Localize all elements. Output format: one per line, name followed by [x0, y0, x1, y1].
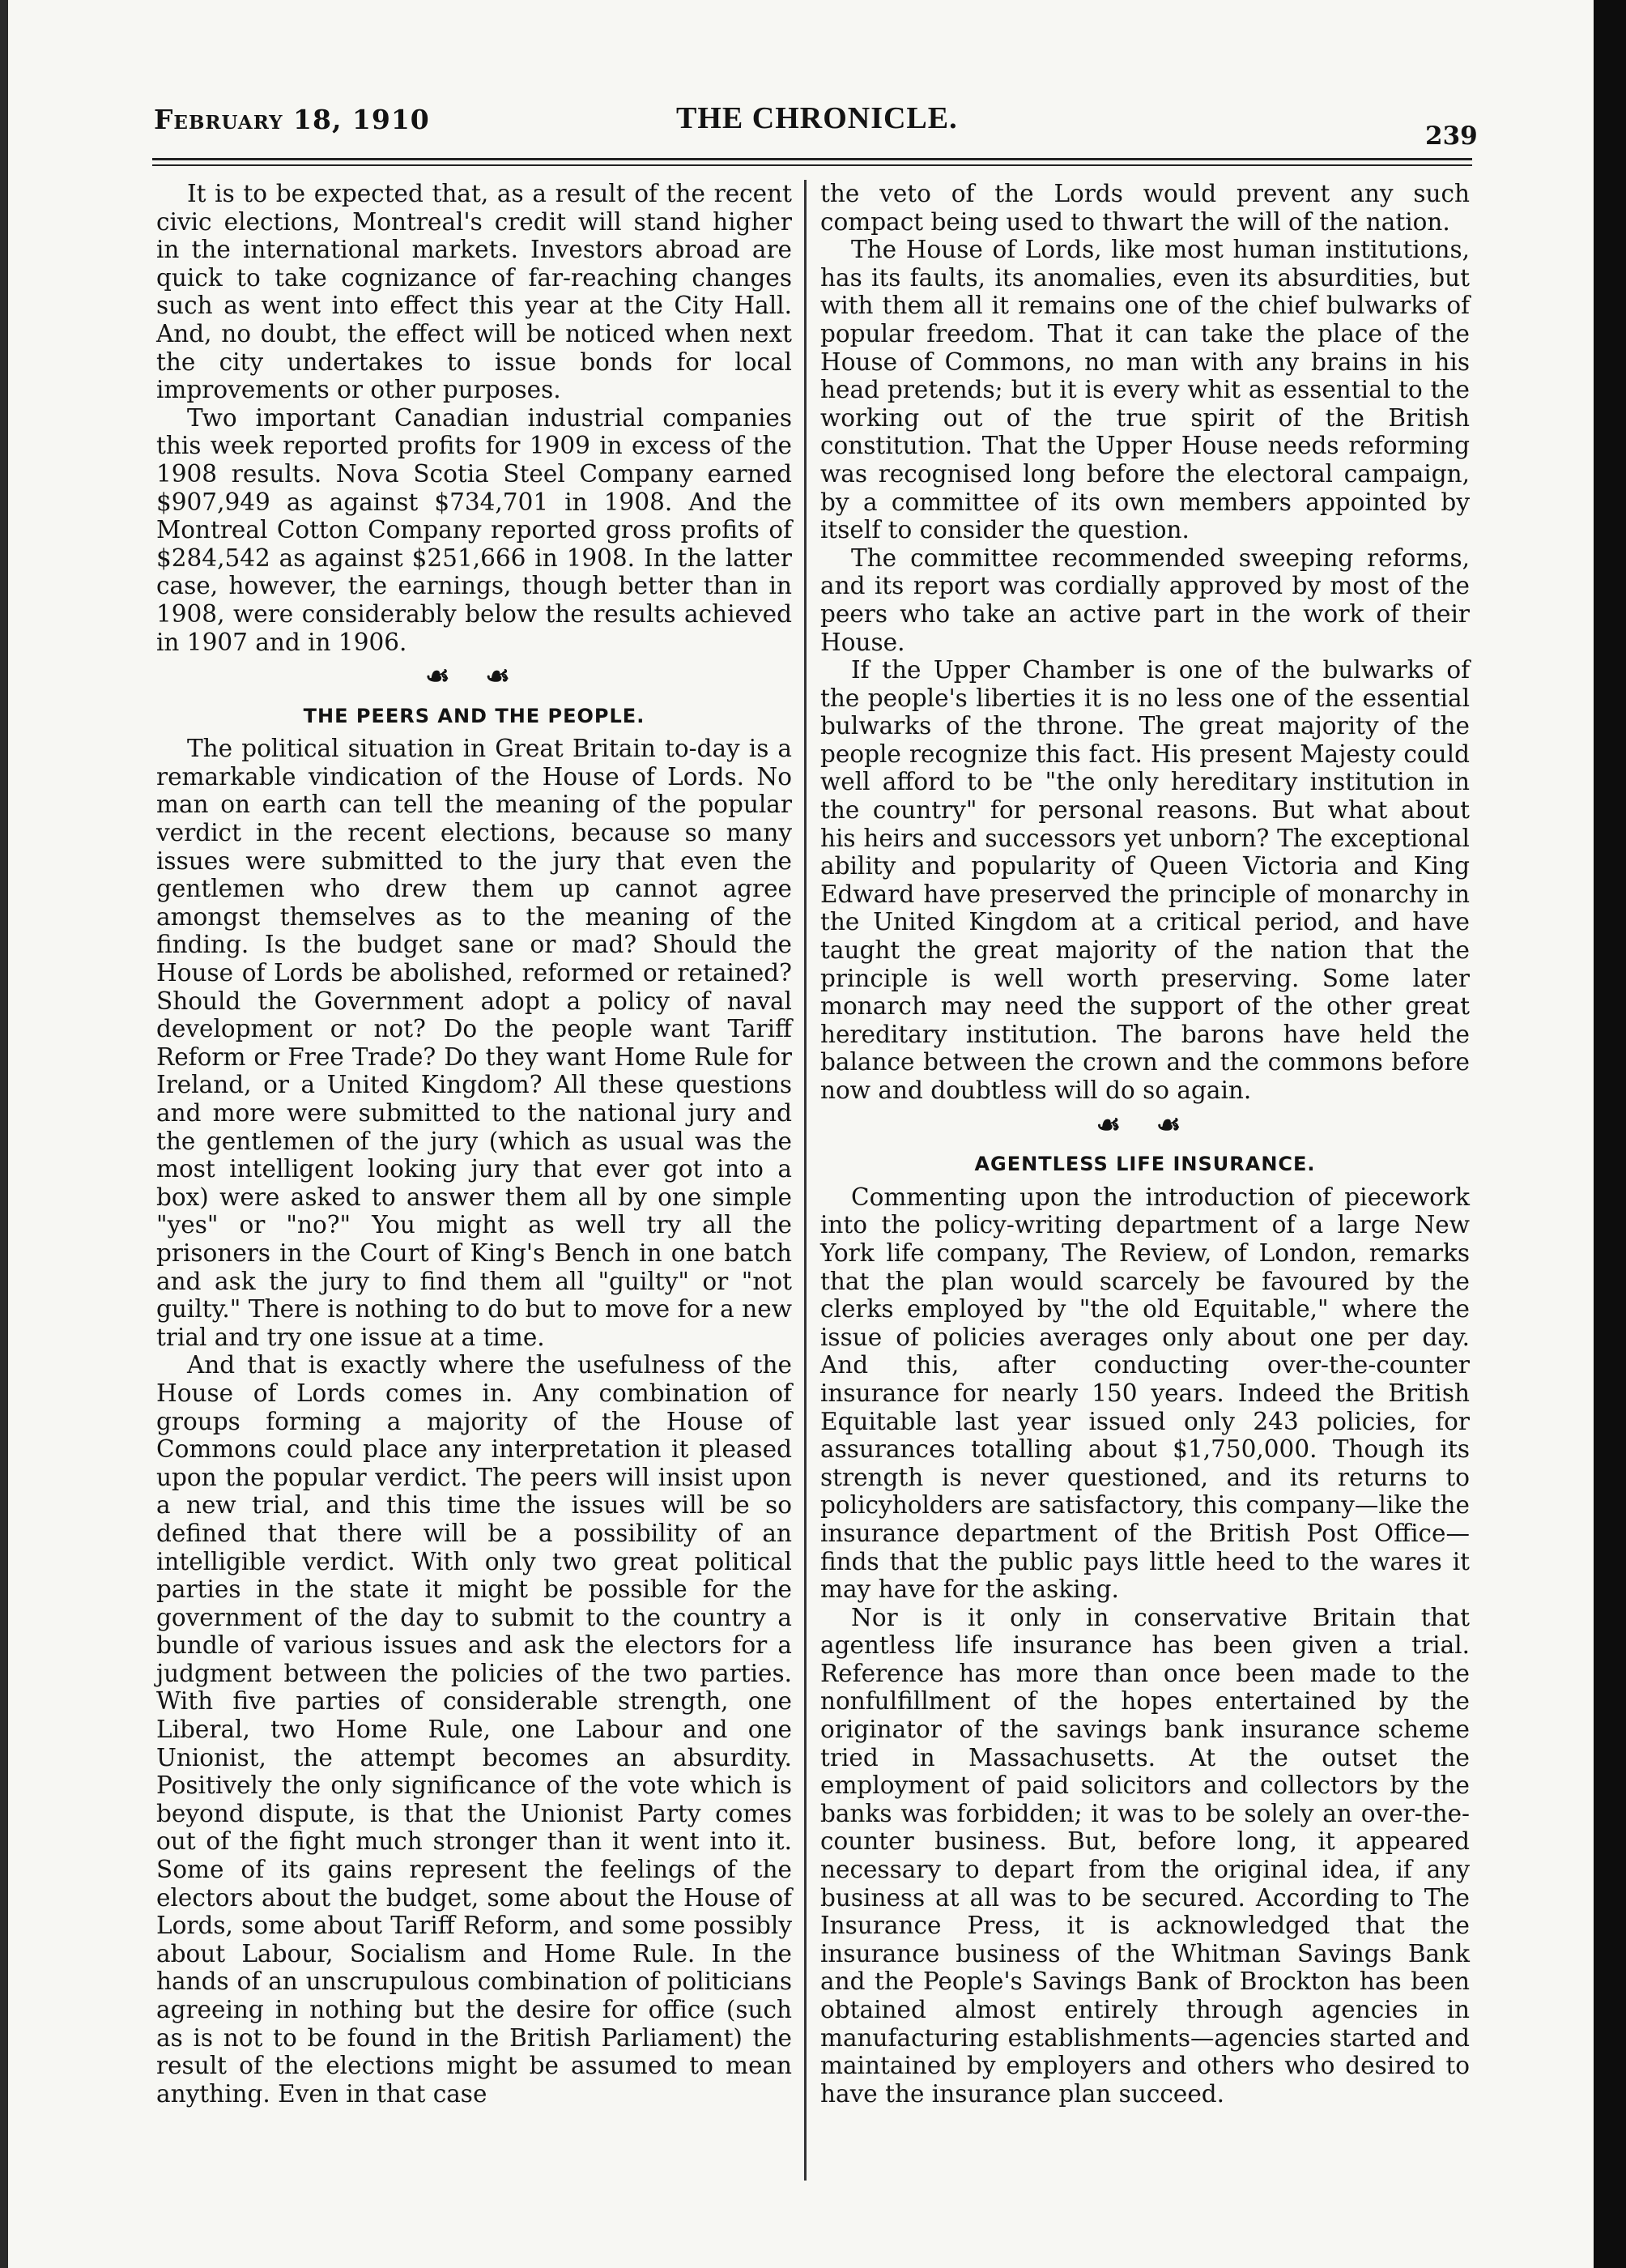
section-ornament: ☙ ☙	[1096, 1108, 1194, 1141]
paragraph: The political situation in Great Britain to-day is a remarkable vindication of the House of Lords. No man on earth can tell the meaning of the popular verdict in the recent elections, because so many issues were submitted to the jury that even the gentlemen who drew them up cannot agree amongst themselves as to the meaning of the finding. Is the budget sane or mad? Should the House of Lords be abolished, reformed or retained? Should the Government adopt a policy of naval development or not? Do the people want Tariff Reform or Free Trade? Do they want Home Rule for Ireland, or a United Kingdom? All these questions and more were submitted to the national jury and the gentlemen of the jury (which as usual was the most intelligent looking jury that ever got into a box) were asked to answer them all by one simple "yes" or "no?" You might as well try all the prisoners in the Court of King's Bench in one batch and ask the jury to find them all "guilty" or "not guilty." There is nothing to do but to move for a new trial and try one issue at a time.	[156, 735, 792, 1351]
right-column	[820, 180, 1470, 2108]
left-column	[156, 180, 792, 2108]
paragraph: Two important Canadian industrial companies this week reported profits for 1909 in excess of the 1908 results. Nova Scotia Steel Company earned $907,949 as against $734,701 in 1908. And the Montreal Cotton Company reported gross profits of $284,542 as against $251,666 in 1908. In the latter case, however, the earnings, though better than in 1908, were considerably below the results achieved in 1907 and in 1906.	[156, 403, 792, 656]
paragraph: And that is exactly where the usefulness of the House of Lords comes in. Any combination of groups forming a majority of the House of Commons could place any interpretation it pleased upon the popular verdict. The peers will insist upon a new trial, and this time the issues will be so defined that there will be a possibility of an intelligible verdict. With only two great political parties in the state it might be possible for the government of the day to submit to the country a bundle of various issues and ask the electors for a judgment between the policies of the two parties. With five parties of considerable strength, one Liberal, two Home Rule, one Labour and one Unionist, the attempt becomes an absurdity. Positively the only significance of the vote which is beyond dispute, is that the Unionist Party comes out of the fight much stronger than it went into it. Some of its gains represent the feelings of the electors about the budget, some about the House of Lords, some about Tariff Reform, and some possibly about Labour, Socialism and Home Rule. In the hands of an unscrupulous combination of politicians agreeing in nothing but the desire for office (such as is not to be found in the British Parliament) the result of the elections might be assumed to mean anything. Even in that case	[156, 1351, 792, 2108]
paragraph: Commenting upon the introduction of piecework into the policy-writing department of a large New York life company, The Review, of London, remarks that the plan would scarcely be favoured by the clerks employed by "the old Equitable," where the issue of policies averages only about one per day. And this, after conducting over-the-counter insurance for nearly 150 years. Indeed the British Equitable last year issued only 243 policies, for assurances totalling about $1,750,000. Though its strength is never questioned, and its returns to policyholders are satisfactory, this company—like the insurance department of the British Post Office—finds that the public pays little heed to the wares it may have for the asking.	[820, 1183, 1470, 1604]
paragraph: Nor is it only in conservative Britain that agentless life insurance has been given a trial. Reference has more than once been made to the nonfulfillment of the hopes entertained by the originator of the savings bank insurance scheme tried in Massachusetts. At the outset the employment of paid solicitors and collectors by the banks was forbidden; it was to be solely an over-the-counter business. But, before long, it appeared necessary to depart from the original idea, if any business at all was to be secured. According to The Insurance Press, it is acknowledged that the insurance business of the Whitman Savings Bank and the People's Savings Bank of Brockton has been obtained almost entirely through agencies in manufacturing establishments—agencies started and maintained by employers and others who desired to have the insurance plan succeed.	[820, 1603, 1470, 2108]
section-ornament: ☙ ☙	[425, 660, 523, 693]
paragraph: It is to be expected that, as a result of the recent civic elections, Montreal's credit will stand higher in the international markets. Investors abroad are quick to take cognizance of far-reaching changes such as went into effect this year at the City Hall. And, no doubt, the effect will be noticed when next the city undertakes to issue bonds for local improvements or other purposes.	[156, 180, 792, 404]
paragraph: If the Upper Chamber is one of the bulwarks of the people's liberties it is no less one of the essential bulwarks of the throne. The great majority of the people recognize this fact. His present Majesty could well afford to be "the only hereditary institution in the country" for personal reasons. But what about his heirs and successors yet unborn? The exceptional ability and popularity of Queen Victoria and King Edward have preserved the principle of monarchy in the United Kingdom at a critical period, and have taught the great majority of the nation that the principle is well worth preserving. Some later monarch may need the support of the other great hereditary institution. The barons have held the balance between the crown and the commons before now and doubtless will do so again.	[820, 656, 1470, 1104]
article-heading: THE PEERS AND THE PEOPLE.	[303, 704, 645, 727]
scan-edge-left	[0, 0, 8, 2268]
paragraph: The committee recommended sweeping reforms, and its report was cordially approved by most of the peers who take an active part in the work of their House.	[820, 544, 1470, 656]
scan-edge-right	[1594, 0, 1626, 2268]
header-rule-double	[152, 164, 1472, 166]
column-divider	[804, 180, 807, 2181]
article-heading: AGENTLESS LIFE INSURANCE.	[974, 1153, 1316, 1176]
paragraph: the veto of the Lords would prevent any such compact being used to thwart the will of the nation.	[820, 180, 1470, 236]
paragraph: The House of Lords, like most human institutions, has its faults, its anomalies, even its absurdities, but with them all it remains one of the chief bulwarks of popular freedom. That it can take the place of the House of Commons, no man with any brains in his head pretends; but it is every whit as essential to the working out of the true spirit of the British constitution. That the Upper House needs reforming was recognised long before the electoral campaign, by a committee of its own members appointed by itself to consider the question.	[820, 236, 1470, 544]
header-rule	[152, 158, 1472, 160]
issue-date: February 18, 1910	[154, 104, 430, 135]
page-number: 239	[1425, 122, 1478, 151]
publication-title: THE CHRONICLE.	[676, 101, 958, 135]
